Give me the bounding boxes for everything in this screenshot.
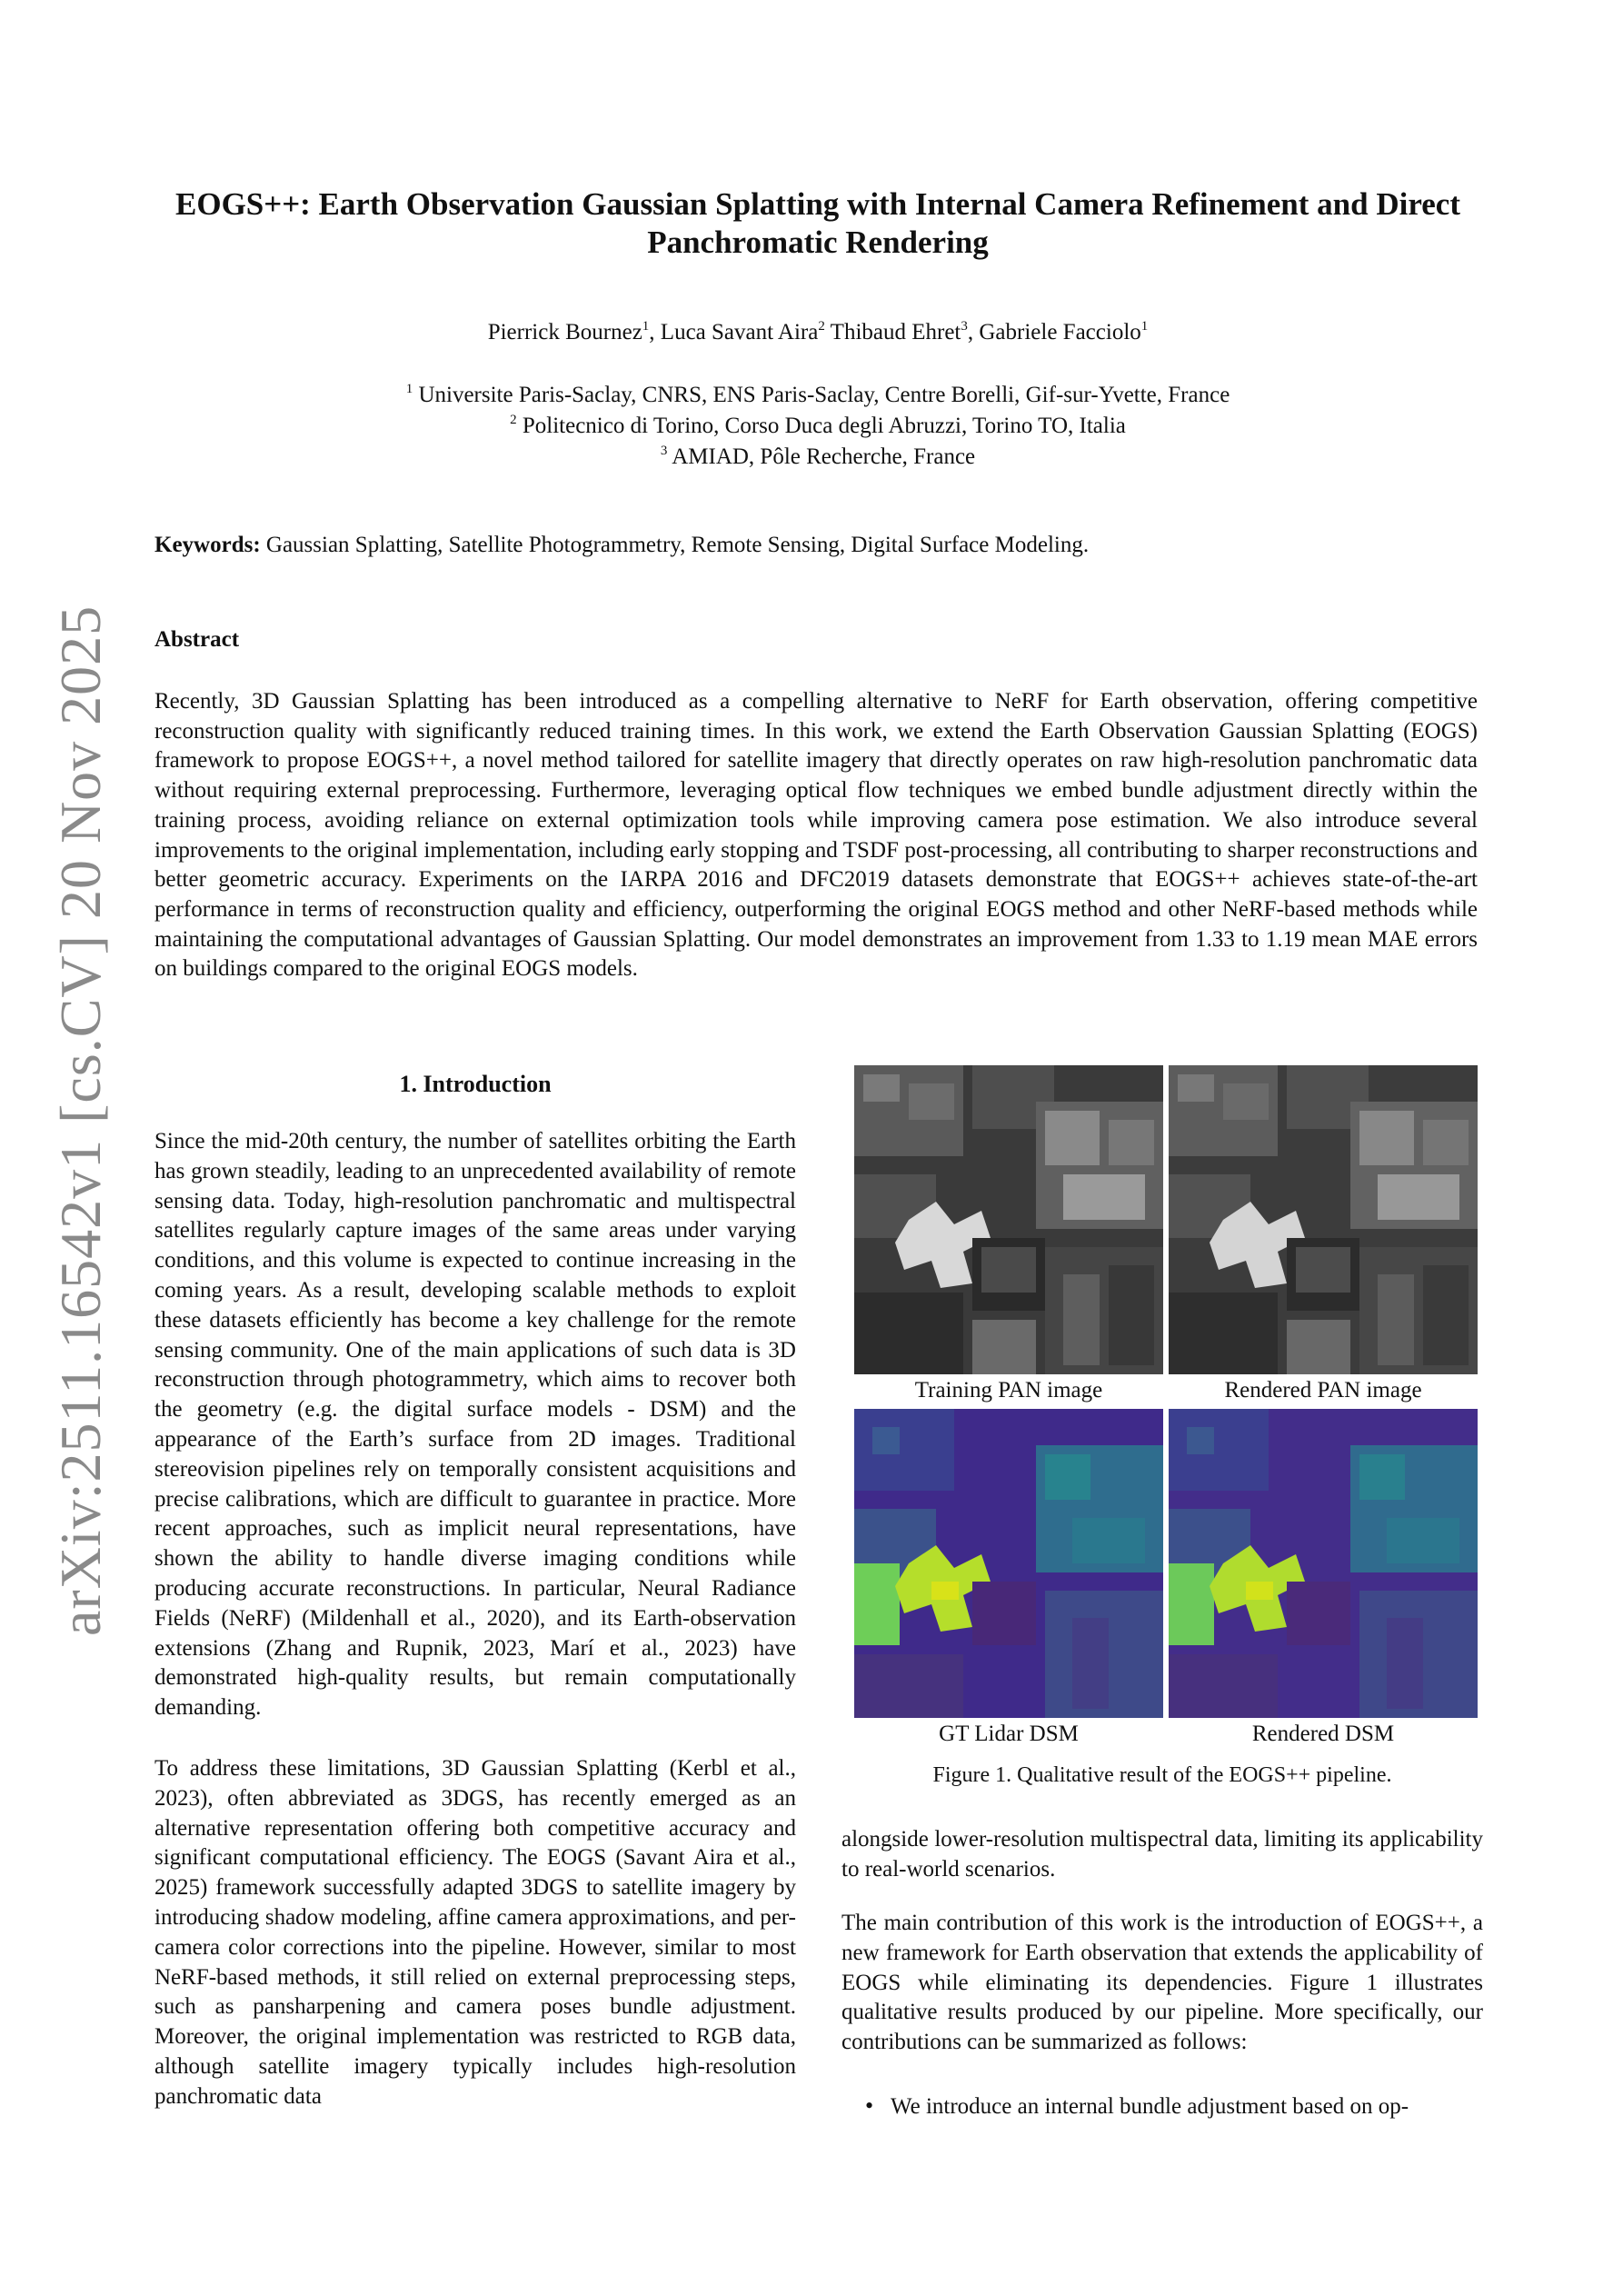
section-heading: 1. Introduction — [399, 1071, 552, 1097]
affiliation-mark: 1 — [405, 382, 413, 396]
author-affil-mark: 1 — [642, 319, 650, 334]
keywords-text: Gaussian Splatting, Satellite Photogrammetry, Remote Sensing, Digital Surface Modeling. — [265, 533, 1090, 557]
author-affil-mark: 1 — [1140, 319, 1149, 334]
figure-panel-label: GT Lidar DSM — [939, 1722, 1079, 1746]
author-name: Luca Savant Aira — [660, 320, 819, 344]
figure-panel-gt-dsm — [854, 1409, 1163, 1718]
title-line-1: EOGS++: Earth Observation Gaussian Splatting with Internal Camera Refinement and Direct — [175, 186, 1460, 222]
title-line-2: Panchromatic Rendering — [647, 225, 989, 260]
affiliation — [154, 380, 1481, 411]
affiliation-text: Universite Paris-Saclay, CNRS, ENS Paris-Saclay, Centre Borelli, Gif-sur-Yvette, France — [418, 383, 1230, 407]
keywords — [154, 533, 1481, 558]
intro-paragraph: alongside lower-resolution multispectral data, limiting its applicability to real-world scenarios. — [841, 1827, 1483, 1882]
intro-paragraph: To address these limitations, 3D Gaussian Splatting (Kerbl et al., 2023), often abbreviated as 3DGS, has recently emerged as an alternative representation offering both competitive accuracy and significant computational efficiency. The EOGS (Savant Aira et al., 2025) framework successfully adapted 3DGS to satellite imagery by introducing shadow modeling, affine camera approximations, and per-camera color corrections into the pipeline. However, similar to most NeRF-based methods, it still relied on external preprocessing steps, such as pansharpening and camera poses bundle adjustment. Moreover, the original implementation was restricted to RGB data, although satellite imagery typically includes high-resolution panchromatic data — [154, 1756, 796, 2109]
keywords-label: Keywords: — [154, 533, 261, 557]
affiliation-text: Politecnico di Torino, Corso Duca degli Abruzzi, Torino TO, Italia — [522, 414, 1126, 438]
affiliation-mark: 2 — [510, 413, 517, 427]
figure-panel-training-pan — [854, 1065, 1163, 1374]
satellite-image — [1169, 1065, 1478, 1374]
author-list: Pierrick Bournez$^1$, Luca Savant Aira$^2$ Thibaud Ehret$^3$, Gabriele Facciolo$^1$ — [487, 319, 1149, 344]
intro-paragraph: The main contribution of this work is the introduction of EOGS++, a new framework for Earth observation that extends the applicability of EOGS while eliminating its dependencies. Figure 1 illustrates qualitative results produced by our pipeline. More specifically, our contributions can be summarized as follows: — [841, 1911, 1483, 2055]
affiliation — [154, 442, 1481, 473]
author-name: Gabriele Facciolo — [979, 320, 1141, 344]
dsm-heatmap — [1169, 1409, 1478, 1718]
figure-panel-label: Training PAN image — [914, 1378, 1103, 1403]
figure-panel-rendered-pan — [1169, 1065, 1478, 1374]
paper-title — [154, 185, 1481, 262]
author-name: Thibaud Ehret — [830, 320, 961, 344]
affiliation-text: AMIAD, Pôle Recherche, France — [672, 444, 976, 469]
intro-paragraph: Since the mid-20th century, the number of satellites orbiting the Earth has grown steadily, leading to an unprecedented availability of remote sensing data. Today, high-resolution panchromatic and multispectral satellites regularly capture images of the same areas under varying conditions, and this volume is expected to continue increasing in the coming years. As a result, developing scalable methods to exploit these datasets efficiently has become a key challenge for the remote sensing community. One of the main applications of such data is 3D reconstruction through photogrammetry, which aims to recover both the geometry (e.g. the digital surface models - DSM) and the appearance of the Earth’s surface from 2D images. Traditional stereovision pipelines rely on temporally consistent acquisitions and precise calibrations, which are difficult to guarantee in practice. More recent approaches, such as implicit neural representations, have shown the ability to handle diverse imaging conditions while producing accurate reconstructions. In particular, Neural Radiance Fields (NeRF) (Mildenhall et al., 2020), and its Earth-observation extensions (Zhang and Rupnik, 2023, Marí et al., 2023) have demonstrated high-quality results, but remain computationally demanding. — [154, 1129, 796, 1721]
figure-panel-label: Rendered PAN image — [1224, 1378, 1422, 1403]
affiliation-mark: 3 — [660, 444, 668, 458]
abstract-body: Recently, 3D Gaussian Splatting has been introduced as a compelling alternative to NeRF for Earth observation, offering competitive reconstruction quality with significantly reduced training times. In this work, we extend the Earth Observation Gaussian Splatting (EOGS) framework to propose EOGS++, a novel method tailored for satellite imagery that directly operates on raw high-resolution panchromatic data without requiring external preprocessing. Furthermore, leveraging optical flow techniques we embed bundle adjustment directly within the training process, avoiding reliance on external optimization tools while improving camera pose estimation. We also introduce several improvements to the original implementation, including early stopping and TSDF post-processing, all contributing to sharper reconstructions and better geometric accuracy. Experiments on the IARPA 2016 and DFC2019 datasets demonstrate that EOGS++ achieves state-of-the-art performance in terms of reconstruction quality and efficiency, outperforming the original EOGS method and other NeRF-based methods while maintaining the computational advantages of Gaussian Splatting. Our model demonstrates an improvement from 1.33 to 1.19 mean MAE errors on buildings compared to the original EOGS models. — [154, 689, 1478, 982]
affiliation — [154, 411, 1481, 442]
author-affil-mark: 2 — [818, 319, 825, 334]
figure-caption: Figure 1. Qualitative result of the EOGS++ pipeline. — [932, 1763, 1392, 1787]
figure-panel-label: Rendered DSM — [1251, 1722, 1395, 1746]
arxiv-identifier: arXiv:2511.16542v1 [cs.CV] 20 Nov 2025 — [48, 604, 113, 1636]
bullet-icon: • — [865, 2092, 874, 2119]
author-affil-mark: 3 — [961, 319, 968, 334]
figure-panel-rendered-dsm — [1169, 1409, 1478, 1718]
dsm-heatmap — [854, 1409, 1163, 1718]
satellite-image — [854, 1065, 1163, 1374]
contribution-item: We introduce an internal bundle adjustment based on op- — [891, 2094, 1409, 2119]
author-name: Pierrick Bournez — [487, 320, 642, 344]
abstract-heading: Abstract — [154, 627, 240, 652]
